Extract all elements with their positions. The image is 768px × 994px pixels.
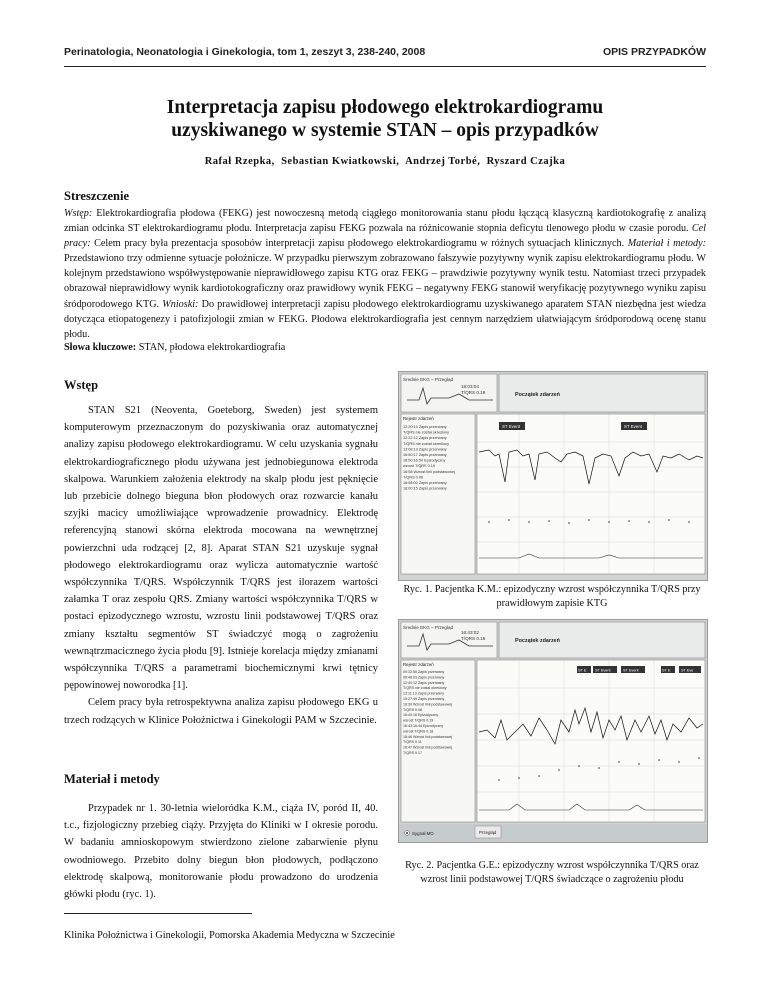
article-title [64,96,706,142]
abstract-label: Cel pracy: [64,223,706,250]
running-header [64,44,706,62]
event-log-entry: T/QRS nie został określony [403,441,450,446]
st-event-marker: ST E [578,668,587,673]
st-event-marker: ST Event [623,668,639,673]
screen-status: Początek zdarzeń [515,392,560,398]
event-log-entry: 16:43:16:44 Epizodyczny [403,724,444,728]
st-event-marker: ST Event [502,424,520,429]
keywords [64,342,706,353]
title-line-1: Interpretacja zapisu płodowego elektrokardiogramu [166,97,604,118]
st-event-marker: ST Eve [681,668,694,673]
intro-paragraph-1: STAN S21 (Neoventa, Goeteborg, Sweden) jest systemem komputerowym przeznaczonym do pozyskiwania oraz automatycznej analizy zapisu płodowego elektrokardiogramu. W celu uzyskania sygnału elektrokardiograficznego płodu używana jest jednobiegunowa elektroda skalpowa. Warunkiem założenia elektrody na skalp płodu jest pęknięcie lub przebicie dolnego bieguna błon płodowych oraz rozwarcie kanału szyjki macicy umożliwiające wprowadzenie prowadnicy. Elektrodę referencyjną stanowi skórna elektroda mocowana na wewnętrznej powierzchni uda rodzącej [2, 8]. Aparat STAN S21 uzyskuje sygnał płodowego elektrokardiogramu oraz wylicza automatycznie wartość współczynnika T/QRS. Współczynnik T/QRS jest ilorazem wartości załamka T oraz zespołu QRS. Zmiany wartości współczynnika T/QRS w postaci epizodycznego wzrostu, wzrostu linii podstawowej T/QRS oraz zmiany kształtu segmentów ST świadczyć mogą o zagrożeniu wewnątrzmacicznego życia płodu [9]. Istnieje korelacja między zmianami współczynnika T/QRS a parametrami biochemicznymi krwi tętnicy pępowinowej noworodka [1]. [64,405,378,692]
author: Sebastian Kwiatkowski, [281,156,400,167]
figure-2-caption: Ryc. 2. Pacjentka G.E.: epizodyczny wzrost współczynnika T/QRS oraz wzrost linii podstawowej T/QRS świadczące o zagrożeniu płodu [405,860,699,885]
event-log-entry: 09:48:03 Zapis przerwany [403,675,445,680]
event-log-entry: T/QRS 0.17 [403,751,422,755]
author: Andrzej Torbé, [405,156,481,167]
screen-bottom-tab: Przegląd [479,830,497,835]
event-log-entry: 16:47 Wzrost linii podstawowej [403,745,453,750]
intro-heading: Wstęp [64,378,99,392]
event-log-entry: 09:32:59 Zapis przerwany [403,670,445,674]
event-log-entry: T/QRS 0.11 [403,740,422,745]
abstract-label: Materiał i metody: [627,238,706,250]
events-title: Rejestr zdarzeń [403,416,434,421]
abstract-text: Przedstawiono trzy odmienne sytuacje położnicze. W przypadku pierwszym zobrazowano fałszywie pozytywny wynik zapisu elektrokardiogramu płodu. W kolejnym przedstawiono współwystępowanie nieprawidłowego zapisu KTG oraz FEKG – prawdziwie pozytywny wynik testu. Natomiast trzeci przypadek obrazował nieprawidłowy wynik kardiotokograficzny oraz prawidłowy wynik FEKG – negatywny FEKG stanowił weryfikację pozytywnego wyniku zapisu śródporodowego KTG. [64,253,706,310]
event-log-entry: 16:40:16 Epizodyczny [403,713,439,718]
st-event-marker: ST E [662,668,671,673]
intro-column [64,402,378,729]
keywords-label: Słowa kluczowe: [64,342,137,353]
event-log-entry: wzrost T/QRS 0.18 [403,729,434,734]
event-log-entry: 13:11:13 Zapis przerwany [403,691,445,696]
event-log-entry: 12:20:13 Zapis przerwany [403,425,447,429]
abstract-text: Celem pracy była prezentacja sposobów interpretacji zapisu płodowego elektrokardiogramu w różnych sytuacjach klinicznych. [90,238,628,250]
event-log-entry: T/QRS 0.08 [403,707,422,712]
event-log-entry: 12:22:12 Zapis przerwany [403,436,447,441]
event-log-entry: T/QRS nie został określony [403,430,450,435]
event-log-entry: 16:50:16:50 Epizodyczny [403,458,446,463]
radio-label: Sygnał MO [412,831,434,836]
event-log-entry: 13:08:13 Zapis przerwany [403,447,447,452]
header-rule [64,66,706,67]
event-log-entry: T/QRS 0.06 [403,475,424,480]
screen-tab: Średnie EKG – Przegląd [403,377,454,382]
author-list [64,156,706,167]
event-log-entry: 16:50:17 Zapis przerwany [403,453,447,457]
footnote-rule [64,913,252,914]
methods-heading: Materiał i metody [64,772,160,786]
journal-citation: Perinatologia, Neonatologia i Ginekologia, tom 1, zeszyt 3, 238-240, 2008 [64,46,426,58]
keywords-value: STAN, płodowa elektrokardiografia [136,342,286,353]
st-event-marker: ST Event [595,668,611,673]
screen-tab: Średnie EKG – Przegląd [403,625,454,630]
section-label: OPIS PRZYPADKÓW [602,46,706,58]
event-log-entry: 15:27:49 Zapis przerwany [403,697,445,701]
event-log-entry: T/QRS nie został określony [403,686,447,691]
event-log-entry: 16:58 Wzrost linii podstawowej [403,469,455,474]
event-log-entry: wzrost T/QRS 0.19 [403,718,434,723]
screen-time: 18:03:04 [461,384,479,389]
abstract-text: Elektrokardiografia płodowa (FEKG) jest nowoczesną metodą ciągłego monitorowania stanu płodu łączącą klasyczną kardiotokografię z analizą zmian odcinka ST elektrokardiogramu płodu. Interpretacja zapisu FEKG pozwala na różnicowanie stopnia deficytu tlenowego płodu w czasie porodu. [64,208,706,235]
screen-time: 16:43:02 [461,630,479,635]
author: Rafał Rzepka, [204,156,275,167]
event-log-entry: 18:00:15 Zapis przerwany [403,486,447,491]
abstract-heading: Streszczenie [64,189,130,203]
abstract-label: Wnioski: [162,298,199,310]
screen-status: Początek zdarzeń [515,638,560,644]
screen-tqrs: T/QRS 0.16 [461,636,486,641]
event-log-entry: wzrost T/QRS 0.19 [403,464,436,469]
abstract-text: Do prawidłowej interpretacji zapisu płodowego elektrokardiogramu uzyskiwanego aparatem STAN niezbędna jest wiedza dotycząca etiopatogenezy i patofizjologii zmian w FEKG. Płodowa elektrokardiografia jest cennym narzędziem ułatwiającym śródporodową ocenę stanu płodu. [64,298,706,340]
stan-monitor-screen-2 [399,620,707,842]
event-log-entry: 16:30 Wzrost linii podstawowej [403,702,453,707]
methods-paragraph-1: Przypadek nr 1. 30-letnia wieloródka K.M., ciąża IV, poród II, 40. t.c., fizjologiczny przebieg ciąży. Przyjęta do Kliniki w I okresie porodu. W badaniu amnioskopowym stwierdzono zielone zabarwienie płynu owodniowego. Przebito dolny biegun błon płodowych, podłączono elektrodę skalpową, monitorowanie płodu prowadzono do urodzenia główki płodu (ryc. 1). [64,803,378,901]
screen-tqrs: T/QRS 0.19 [461,390,486,395]
st-event-marker: ST Event [624,424,642,429]
methods-column [64,800,378,903]
figure-2-screenshot [398,619,708,843]
event-log-entry: 16:58:00 Zapis przerwany [403,481,447,485]
abstract-body [64,206,706,342]
affiliation: Klinika Położnictwa i Ginekologii, Pomorska Akademia Medyczna w Szczecinie [64,930,395,941]
intro-paragraph-2: Celem pracy była retrospektywna analiza zapisu płodowego EKG u trzech rodzących w Klinice Położnictwa i Ginekologii PAM w Szczecinie. [64,697,378,726]
event-log-entry: 16:46 Wzrost linii podstawowej [403,734,453,739]
author: Ryszard Czajka [486,156,566,167]
abstract-label: Wstęp: [64,208,93,219]
events-title: Rejestr zdarzeń [403,662,434,667]
stan-monitor-screen-1 [399,372,707,580]
event-log-entry: 12:40:12 Zapis przerwany [403,680,445,685]
title-line-2: uzyskiwanego w systemie STAN – opis przypadków [171,120,599,141]
figure-1-caption: Ryc. 1. Pacjentka K.M.: epizodyczny wzrost współczynnika T/QRS przy prawidłowym zapisie KTG [403,584,701,609]
figure-1-screenshot [398,371,708,581]
